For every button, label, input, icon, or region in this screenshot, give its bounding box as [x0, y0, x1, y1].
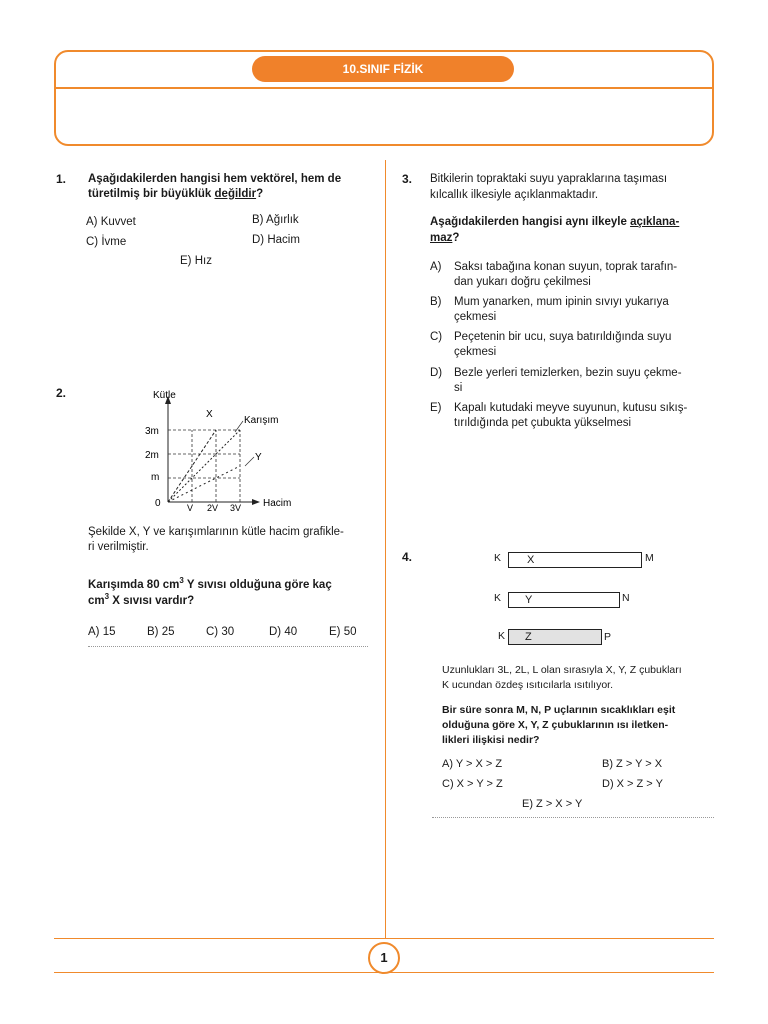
rod-z: Z: [508, 629, 602, 645]
y-axis-label: Kütle: [153, 390, 176, 401]
q2-mass-volume-chart: [140, 384, 310, 512]
y-tick-2m: 2m: [145, 450, 159, 461]
q4-question-line2: olduğuna göre X, Y, Z çubuklarının ısı iletken-: [442, 719, 669, 731]
q3-option-a-line1[interactable]: Saksı tabağına konan suyun, toprak tarafın-: [454, 261, 678, 273]
x-axis-label: Hacim: [263, 498, 292, 509]
x-tick-3v: 3V: [230, 503, 242, 512]
q2-question-line1: Karışımda 80 $cm^3$ Y sıvısı olduğuna göre kaç: [88, 576, 332, 591]
q2-option-c[interactable]: C) 30: [206, 626, 235, 638]
series-label-x: X: [206, 409, 213, 420]
rod-x-left-end: K: [494, 552, 502, 564]
q4-description-line2: K ucundan özdeş ısıtıcılarla ısıtılıyor.: [442, 679, 613, 691]
y-tick-m: m: [151, 472, 160, 483]
origin-label: 0: [155, 498, 161, 509]
q2-description-line1: Şekilde X, Y ve karışımlarının kütle hacim grafikle-: [88, 526, 344, 538]
q4-description-line1: Uzunlukları 3L, 2L, L olan sırasıyla X, Y, Z çubukları: [442, 664, 682, 676]
q3-option-c-line1[interactable]: Peçetenin bir ucu, suya batırıldığında suyu: [454, 331, 672, 343]
column-divider: [385, 160, 386, 938]
q4-question-line3: likleri ilişkisi nedir?: [442, 734, 540, 746]
q3-option-d-line1[interactable]: Bezle yerleri temizlerken, bezin suyu çekme-: [454, 367, 682, 379]
footer-line-top: [54, 938, 714, 939]
series-line-y: [168, 466, 240, 502]
page-title: 10.SINIF FİZİK: [252, 56, 514, 82]
rod-y: Y: [508, 592, 620, 608]
q3-option-c-letter[interactable]: C): [430, 331, 443, 343]
q2-option-a[interactable]: A) 15: [88, 626, 116, 638]
page-number: 1: [368, 942, 400, 974]
q2-option-b[interactable]: B) 25: [147, 626, 175, 638]
q2-description-line2: ri verilmiştir.: [88, 541, 149, 553]
q2-option-d[interactable]: D) 40: [269, 626, 298, 638]
q4-option-e[interactable]: E) Z > X > Y: [522, 798, 583, 810]
q1-option-b[interactable]: B) Ağırlık: [252, 214, 299, 226]
q3-intro-line1: Bitkilerin topraktaki suyu yapraklarına taşıması: [430, 173, 668, 185]
q3-option-e-letter[interactable]: E): [430, 402, 442, 414]
rod-x-right-end: M: [645, 552, 654, 564]
q3-option-a-line2[interactable]: dan yukarı doğru çekilmesi: [454, 276, 591, 288]
y-leader-line: [245, 457, 254, 466]
q4-option-d[interactable]: D) X > Z > Y: [602, 778, 663, 790]
q4-question-line1: Bir süre sonra M, N, P uçlarının sıcaklıkları eşit: [442, 704, 676, 716]
q1-option-d[interactable]: D) Hacim: [252, 234, 300, 246]
q3-option-d-line2[interactable]: si: [454, 382, 463, 394]
q4-option-a[interactable]: A) Y > X > Z: [442, 758, 503, 770]
q3-option-e-line2[interactable]: tırıldığında pet çubukta yükselmesi: [454, 417, 632, 429]
rod-x: X: [508, 552, 642, 568]
q4-option-b[interactable]: B) Z > Y > X: [602, 758, 663, 770]
x-axis-arrow: [252, 499, 260, 505]
series-label-y: Y: [255, 452, 262, 463]
q3-option-b-line2[interactable]: çekmesi: [454, 311, 497, 323]
q2-option-e[interactable]: E) 50: [329, 626, 357, 638]
q4-number: 4.: [402, 550, 413, 564]
q1-option-a[interactable]: A) Kuvvet: [86, 216, 136, 228]
q4-separator: [432, 817, 714, 818]
q2-question-line2: $cm^3$ X sıvısı vardır?: [88, 592, 195, 607]
q1-option-c[interactable]: C) İvme: [86, 236, 127, 248]
rod-z-right-end: P: [604, 631, 612, 643]
q1-stem-line2: türetilmiş bir büyüklük değildir?: [88, 188, 264, 200]
q3-question-line2: maz?: [430, 232, 460, 244]
x-tick-2v: 2V: [207, 503, 219, 512]
q3-intro-line2: kılcallık ilkesiyle açıklanmaktadır.: [430, 189, 599, 201]
q3-question-line1: Aşağıdakilerden hangisi aynı ilkeyle açıklana-: [430, 216, 680, 228]
q3-option-c-line2[interactable]: çekmesi: [454, 346, 497, 358]
q1-number: 1.: [56, 172, 67, 186]
q3-option-d-letter[interactable]: D): [430, 367, 443, 379]
series-line-karisim: [168, 430, 240, 502]
q1-stem-line1: Aşağıdakilerden hangisi hem vektörel, hem de: [88, 173, 342, 185]
q3-number: 3.: [402, 172, 413, 186]
header-divider: [54, 87, 714, 89]
q4-option-c[interactable]: C) X > Y > Z: [442, 778, 503, 790]
series-label-karisim: Karışım: [244, 415, 279, 426]
x-tick-v: V: [187, 503, 194, 512]
rod-z-left-end: K: [498, 630, 506, 642]
rod-y-right-end: N: [622, 592, 630, 604]
q3-option-b-letter[interactable]: B): [430, 296, 442, 308]
q2-number: 2.: [56, 386, 67, 400]
q2-separator: [88, 646, 368, 647]
y-tick-3m: 3m: [145, 426, 159, 437]
q3-option-b-line1[interactable]: Mum yanarken, mum ipinin sıvıyı yukarıya: [454, 296, 669, 308]
q3-option-a-letter[interactable]: A): [430, 261, 442, 273]
q1-option-e[interactable]: E) Hız: [180, 255, 212, 267]
rod-y-left-end: K: [494, 592, 502, 604]
q3-option-e-line1[interactable]: Kapalı kutudaki meyve suyunun, kutusu sıkış-: [454, 402, 688, 414]
